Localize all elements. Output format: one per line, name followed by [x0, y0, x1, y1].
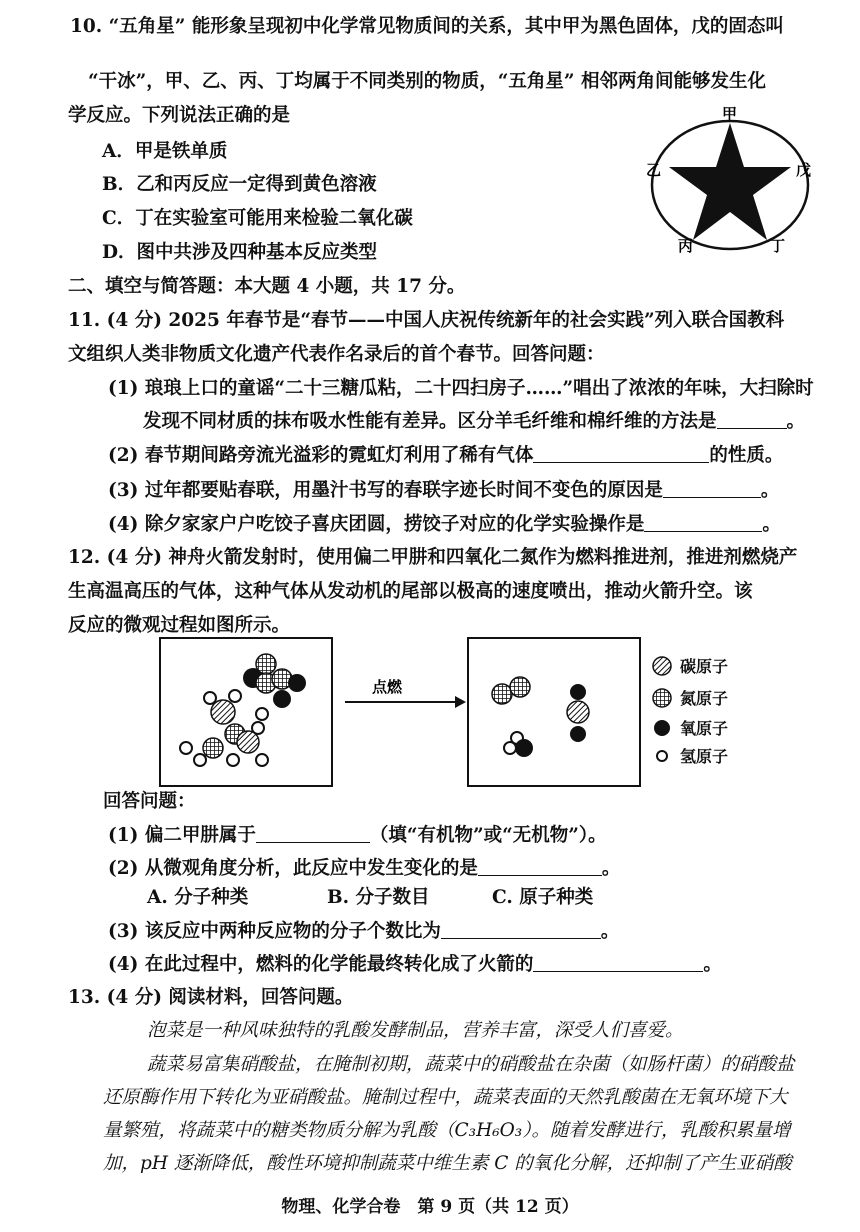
q11-part3-period: 。	[760, 480, 780, 501]
q13-reading-line2: 蔬菜易富集硝酸盐，在腌制初期，蔬菜中的硝酸盐在杂菌（如肠杆菌）的硝酸盐	[147, 1054, 795, 1075]
q11-stem-line1: 11. (4 分) 2025 年春节是“春节——中国人庆祝传统新年的社会实践”列入联合国教科	[68, 310, 785, 331]
q10-option-c: C．丁在实验室可能用来检验二氧化碳	[102, 208, 413, 229]
q12-part2-answer-blank[interactable]	[478, 859, 602, 876]
q13-reading-line3: 还原酶作用下转化为亚硝酸盐。腌制过程中，蔬菜表面的天然乳酸菌在无氧环境下大	[103, 1087, 788, 1108]
q11-part1-line2	[143, 412, 805, 432]
q12-part4-period: 。	[703, 954, 722, 975]
q12-part4-text: (4) 在此过程中，燃料的化学能最终转化成了火箭的	[108, 954, 534, 975]
q10-stem-line3: 学反应。下列说法正确的是	[68, 105, 291, 126]
legend-hydrogen	[652, 744, 728, 767]
nitrogen-molecule	[492, 677, 530, 704]
q12-option-a: A. 分子种类	[147, 887, 249, 908]
carbon-atom-icon	[652, 656, 672, 676]
q11-part4-answer-blank[interactable]	[644, 515, 762, 532]
q12-part3	[108, 922, 619, 942]
nitrogen-atom-icon	[652, 688, 672, 708]
q11-stem-line2: 文组织人类非物质文化遗产代表作名录后的首个春节。回答问题：	[68, 344, 605, 365]
star-label-yi: 乙	[646, 161, 662, 179]
dimethylhydrazine-molecule	[180, 690, 268, 766]
q11-part2	[108, 446, 783, 466]
q12-stem-line1: 12. (4 分) 神舟火箭发射时，使用偏二甲肼和四氧化二氮作为燃料推进剂，推进剂燃烧产	[68, 547, 798, 568]
q13-reading-line1: 泡菜是一种风味独特的乳酸发酵制品，营养丰富，深受人们喜爱。	[147, 1020, 684, 1041]
star-label-jia: 甲	[722, 105, 738, 123]
reaction-micro-diagram	[150, 630, 650, 790]
q11-part1-line1: (1) 琅琅上口的童谣“二十三糖瓜粘，二十四扫房子……”唱出了浓浓的年味，大扫除时	[108, 378, 814, 399]
q11-part1-period: 。	[786, 411, 806, 432]
q10-option-d: D．图中共涉及四种基本反应类型	[102, 242, 378, 263]
q12-part4	[108, 955, 722, 975]
q11-part4-period: 。	[762, 514, 781, 535]
carbon-dioxide-molecule	[567, 684, 589, 742]
q13-stem: 13. (4 分) 阅读材料，回答问题。	[68, 987, 354, 1008]
section-two-heading: 二、填空与简答题：本大题 4 小题，共 17 分。	[68, 276, 466, 297]
star-label-wu: 戊	[796, 161, 812, 179]
q11-part2-tail: 的性质。	[709, 445, 784, 466]
q12-part2-text: (2) 从微观角度分析，此反应中发生变化的是	[108, 858, 478, 879]
q11-part4	[108, 515, 781, 535]
q12-part2-period: 。	[601, 858, 621, 879]
star-label-ding: 丁	[770, 237, 786, 255]
legend-oxygen-label: 氧原子	[680, 719, 729, 738]
water-molecule	[504, 732, 533, 757]
q11-part3	[108, 481, 779, 501]
q12-stem-line3: 反应的微观过程如图所示。	[68, 615, 291, 636]
q12-part4-answer-blank[interactable]	[533, 955, 703, 972]
q13-reading-line4: 量繁殖，将蔬菜中的糖类物质分解为乳酸（C₃H₆O₃）。随着发酵进行，乳酸积累量增	[103, 1120, 791, 1141]
legend-carbon-label: 碳原子	[680, 657, 729, 676]
q12-stem-line2: 生高温高压的气体，这种气体从发动机的尾部以极高的速度喷出，推动火箭升空。该	[68, 581, 753, 602]
legend-nitrogen-label: 氮原子	[680, 689, 729, 708]
q12-option-c: C. 原子种类	[492, 887, 594, 908]
q12-answer-prompt: 回答问题：	[103, 791, 196, 812]
reaction-arrowhead	[455, 696, 466, 708]
q10-stem-line1: 10. “五角星” 能形象呈现初中化学常见物质间的关系，其中甲为黑色固体，戊的固态叫	[70, 16, 784, 37]
q11-part3-answer-blank[interactable]	[663, 481, 761, 498]
q10-option-a: A．甲是铁单质	[102, 141, 228, 162]
q12-part3-text: (3) 该反应中两种反应物的分子个数比为	[108, 921, 441, 942]
dinitrogen-tetroxide-molecule	[243, 654, 306, 708]
q12-part1-text: (1) 偏二甲肼属于	[108, 825, 256, 846]
legend-carbon	[652, 654, 728, 677]
reactants-box	[160, 638, 332, 786]
star-shape	[669, 123, 791, 240]
reaction-condition-label: 点燃	[372, 678, 403, 696]
five-pointed-star-diagram	[640, 105, 820, 255]
q12-part1	[108, 826, 607, 846]
oxygen-atom-icon	[652, 718, 672, 738]
q13-reading-line5: 加，pH 逐渐降低，酸性环境抑制蔬菜中维生素 C 的氧化分解，还抑制了产生亚硝酸	[103, 1153, 792, 1174]
q11-part4-text: (4) 除夕家家户户吃饺子喜庆团圆，捞饺子对应的化学实验操作是	[108, 514, 645, 535]
q12-part3-period: 。	[600, 921, 620, 942]
q10-option-b: B．乙和丙反应一定得到黄色溶液	[102, 174, 377, 195]
products-box	[468, 638, 640, 786]
legend-hydrogen-label: 氢原子	[680, 747, 729, 766]
legend-oxygen	[652, 716, 728, 739]
star-label-bing: 丙	[678, 237, 694, 255]
q12-part3-answer-blank[interactable]	[441, 922, 601, 939]
q11-part2-text: (2) 春节期间路旁流光溢彩的霓虹灯利用了稀有气体	[108, 445, 534, 466]
q10-stem-line2: “干冰”，甲、乙、丙、丁均属于不同类别的物质，“五角星” 相邻两角间能够发生化	[88, 71, 767, 92]
legend-nitrogen	[652, 686, 728, 709]
q11-part1-text: 发现不同材质的抹布吸水性能有差异。区分羊毛纤维和棉纤维的方法是	[143, 411, 717, 432]
q12-part1-tail: （填“有机物”或“无机物”）。	[369, 825, 607, 846]
page-footer: 物理、化学合卷 第 9 页（共 12 页）	[281, 1197, 579, 1217]
q12-option-b: B. 分子数目	[327, 887, 430, 908]
q12-part2	[108, 859, 620, 879]
q11-part1-answer-blank[interactable]	[717, 412, 787, 429]
q11-part3-text: (3) 过年都要贴春联，用墨汁书写的春联字迹长时间不变色的原因是	[108, 480, 663, 501]
q12-part1-answer-blank[interactable]	[256, 826, 370, 843]
q11-part2-answer-blank[interactable]	[533, 446, 709, 463]
hydrogen-atom-icon	[652, 746, 672, 766]
